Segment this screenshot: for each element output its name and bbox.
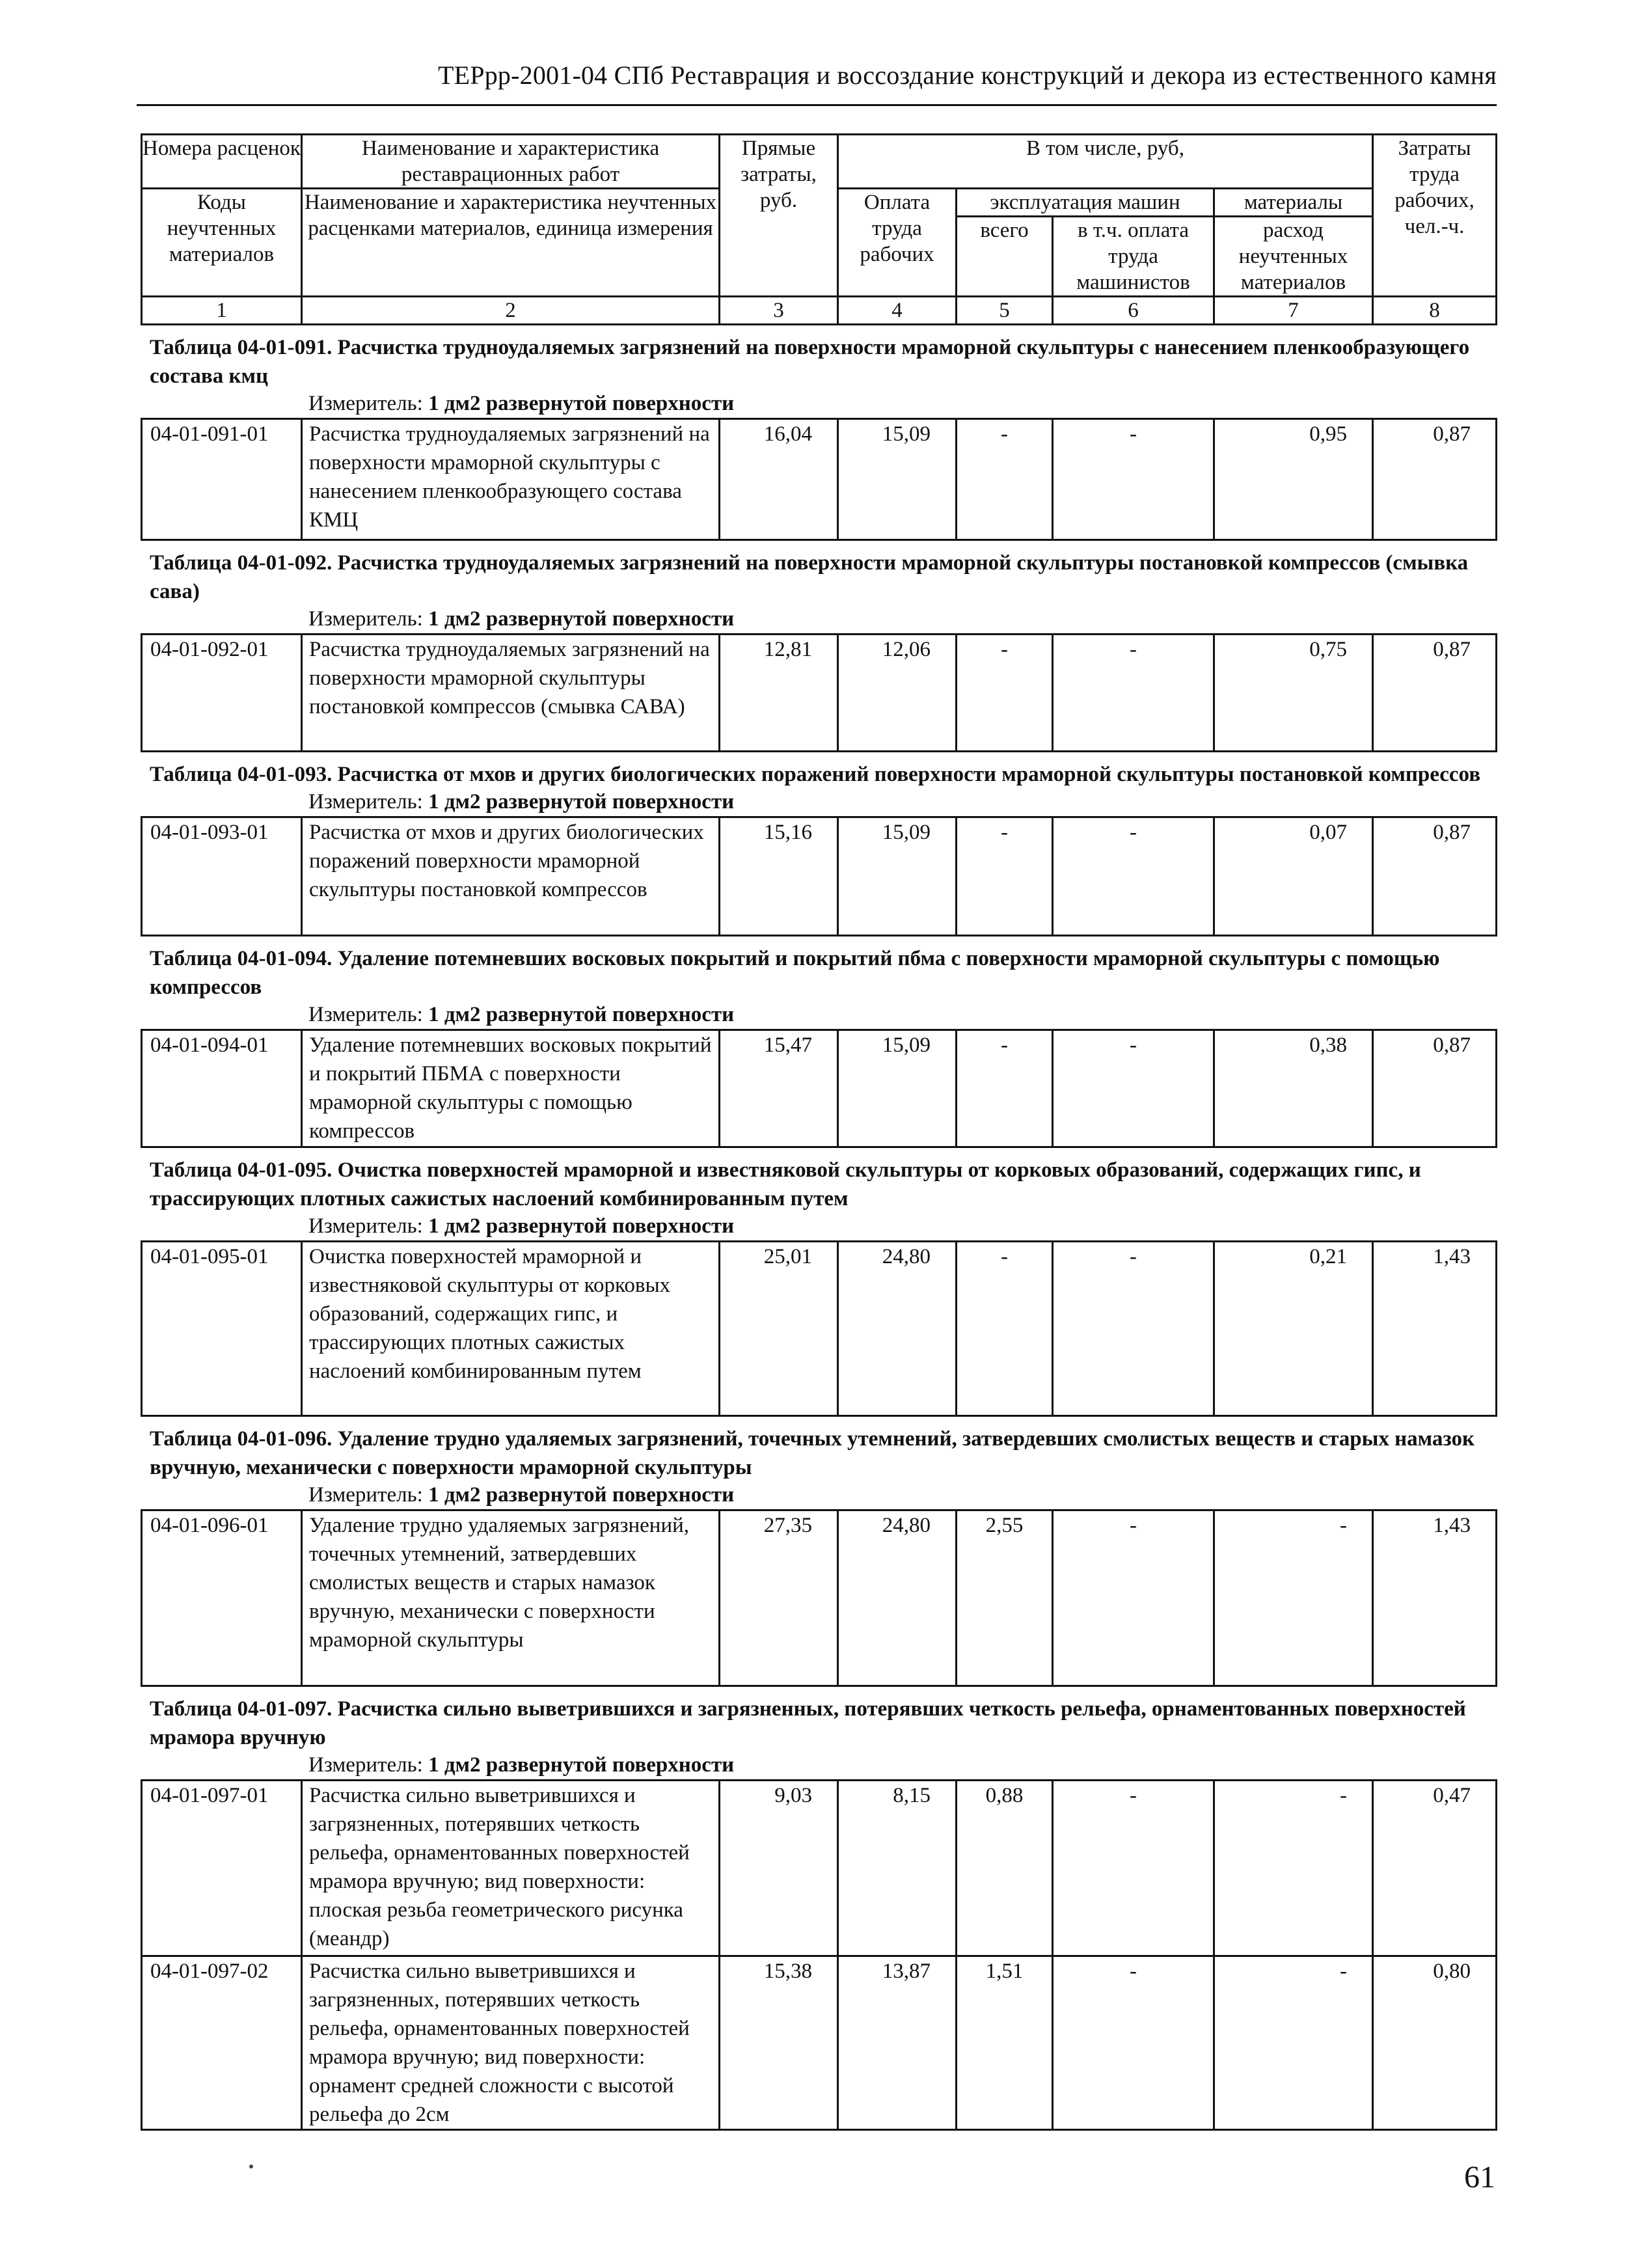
- machinist-wages-value: -: [1053, 1030, 1214, 1147]
- document-title: ТЕРрр-2001-04 СПб Реставрация и воссоздание конструкций и декора из естественного камня: [438, 61, 1497, 90]
- labor-hours-value: 0,87: [1373, 419, 1497, 540]
- materials-value: 0,75: [1214, 635, 1373, 752]
- materials-value: 0,38: [1214, 1030, 1373, 1147]
- measure-unit-value: 1 дм2 развернутой поверхности: [428, 1214, 735, 1238]
- table-caption: Таблица 04-01-094. Удаление потемневших восковых покрытий и покрытий пбма с поверхности мраморной скульптуры с помощью компрессов: [150, 947, 1440, 999]
- worker-wages-value: 15,09: [838, 1030, 957, 1147]
- measure-unit-value: 1 дм2 развернутой поверхности: [428, 607, 735, 631]
- column-number: 7: [1214, 297, 1373, 325]
- machines-total-value: -: [957, 1242, 1053, 1416]
- rate-table: [141, 1240, 1497, 1417]
- rate-table-section: [141, 325, 1495, 541]
- labor-hours-value: 0,47: [1373, 1781, 1497, 1956]
- rate-table-section: [141, 1687, 1495, 2131]
- header-direct-costs: Прямые затраты, руб.: [720, 135, 838, 297]
- rate-code: 04-01-093-01: [142, 817, 302, 936]
- work-description: Расчистка сильно выветрившихся и загрязненных, потерявших четкость рельефа, орнаментованных поверхностей мрамора вручную; вид поверхности: плоская резьба геометрического рисунка (меандр): [302, 1781, 720, 1956]
- rate-table: [141, 1029, 1497, 1148]
- measure-unit: [141, 1002, 1495, 1028]
- table-caption: Таблица 04-01-095. Очистка поверхностей мраморной и известняковой скульптуры от корковых образований, содержащих гипс, и трассирующих плотных сажистых наслоений комбинированным путем: [150, 1158, 1421, 1210]
- header-material-codes: Коды неучтенных материалов: [142, 189, 302, 297]
- table-row: [142, 419, 1497, 540]
- direct-costs-value: 9,03: [720, 1781, 838, 1956]
- rate-table-section: [141, 752, 1495, 936]
- rate-table-section: [141, 936, 1495, 1148]
- page-number: 61: [1464, 2160, 1495, 2194]
- direct-costs-value: 15,47: [720, 1030, 838, 1147]
- labor-hours-value: 0,87: [1373, 635, 1497, 752]
- direct-costs-value: 12,81: [720, 635, 838, 752]
- machinist-wages-value: -: [1053, 1781, 1214, 1956]
- measure-unit-value: 1 дм2 развернутой поверхности: [428, 392, 735, 415]
- header-unaccounted-materials: расход неучтенных материалов: [1214, 217, 1373, 297]
- rate-table: [141, 816, 1497, 936]
- materials-value: -: [1214, 1781, 1373, 1956]
- measure-unit: [141, 1752, 1495, 1778]
- direct-costs-value: 16,04: [720, 419, 838, 540]
- labor-hours-value: 1,43: [1373, 1242, 1497, 1416]
- measure-unit-value: 1 дм2 развернутой поверхности: [428, 1003, 735, 1026]
- machinist-wages-value: -: [1053, 817, 1214, 936]
- page-header: [137, 60, 1497, 106]
- rate-table-section: [141, 541, 1495, 752]
- machines-total-value: 1,51: [957, 1956, 1053, 2130]
- materials-value: 0,21: [1214, 1242, 1373, 1416]
- column-header-table: [141, 133, 1497, 325]
- measure-unit: [141, 606, 1495, 632]
- rate-code: 04-01-095-01: [142, 1242, 302, 1416]
- measure-unit-label: Измеритель:: [308, 1753, 423, 1777]
- measure-unit-value: 1 дм2 развернутой поверхности: [428, 790, 735, 813]
- column-number: 8: [1373, 297, 1497, 325]
- machinist-wages-value: -: [1053, 1956, 1214, 2130]
- work-description: Удаление трудно удаляемых загрязнений, точечных утемнений, затвердевших смолистых веществ и старых намазок вручную, механически с поверхности мраморной скульптуры: [302, 1510, 720, 1686]
- header-materials: материалы: [1214, 189, 1373, 217]
- table-row: [142, 1030, 1497, 1147]
- column-number: 1: [142, 297, 302, 325]
- materials-value: 0,95: [1214, 419, 1373, 540]
- measure-unit-label: Измеритель:: [308, 392, 423, 415]
- table-row: [142, 635, 1497, 752]
- rate-code: 04-01-094-01: [142, 1030, 302, 1147]
- measure-unit: [141, 789, 1495, 815]
- machines-total-value: -: [957, 419, 1053, 540]
- column-number: 6: [1053, 297, 1214, 325]
- measure-unit-label: Измеритель:: [308, 790, 423, 813]
- measure-unit-label: Измеритель:: [308, 1483, 423, 1507]
- rate-table-section: [141, 1148, 1495, 1417]
- worker-wages-value: 12,06: [838, 635, 957, 752]
- table-caption: Таблица 04-01-092. Расчистка трудноудаляемых загрязнений на поверхности мраморной скульптуры постановкой компрессов (смывка сава): [150, 551, 1469, 603]
- labor-hours-value: 0,87: [1373, 817, 1497, 936]
- machinist-wages-value: -: [1053, 1510, 1214, 1686]
- measure-unit: [141, 390, 1495, 417]
- header-material-names: Наименование и характеристика неучтенных расценками материалов, единица измерения: [302, 189, 720, 297]
- header-machines-total: всего: [957, 217, 1053, 297]
- direct-costs-value: 25,01: [720, 1242, 838, 1416]
- measure-unit: [141, 1213, 1495, 1239]
- machines-total-value: -: [957, 817, 1053, 936]
- measure-unit-value: 1 дм2 развернутой поверхности: [428, 1483, 735, 1507]
- measure-unit: [141, 1482, 1495, 1508]
- measure-unit-label: Измеритель:: [308, 607, 423, 631]
- direct-costs-value: 15,16: [720, 817, 838, 936]
- machines-total-value: -: [957, 635, 1053, 752]
- materials-value: -: [1214, 1510, 1373, 1686]
- labor-hours-value: 0,87: [1373, 1030, 1497, 1147]
- machines-total-value: 0,88: [957, 1781, 1053, 1956]
- header-labor-hours: Затраты труда рабочих, чел.-ч.: [1373, 135, 1497, 297]
- scan-speck: [249, 2165, 253, 2168]
- table-row: [142, 1242, 1497, 1416]
- machines-total-value: 2,55: [957, 1510, 1053, 1686]
- worker-wages-value: 15,09: [838, 419, 957, 540]
- measure-unit-label: Измеритель:: [308, 1003, 423, 1026]
- rate-code: 04-01-096-01: [142, 1510, 302, 1686]
- rate-code: 04-01-097-01: [142, 1781, 302, 1956]
- work-description: Расчистка трудноудаляемых загрязнений на поверхности мраморной скульптуры постановкой компрессов (смывка САВА): [302, 635, 720, 752]
- work-description: Очистка поверхностей мраморной и известняковой скульптуры от корковых образований, содержащих гипс, и трассирующих плотных сажистых наслоений комбинированным путем: [302, 1242, 720, 1416]
- table-caption: Таблица 04-01-096. Удаление трудно удаляемых загрязнений, точечных утемнений, затвердевших смолистых веществ и старых намазок вручную, механически с поверхности мраморной скульптуры: [150, 1427, 1475, 1479]
- rate-table: [141, 1509, 1497, 1687]
- table-caption: Таблица 04-01-093. Расчистка от мхов и других биологических поражений поверхности мраморной скульптуры постановкой компрессов: [150, 763, 1481, 786]
- table-row: [142, 1510, 1497, 1686]
- work-description: Расчистка сильно выветрившихся и загрязненных, потерявших четкость рельефа, орнаментованных поверхностей мрамора вручную; вид поверхности: орнамент средней сложности с высотой рельефа до 2см: [302, 1956, 720, 2130]
- direct-costs-value: 27,35: [720, 1510, 838, 1686]
- header-machinist-wages: в т.ч. оплата труда машинистов: [1053, 217, 1214, 297]
- materials-value: -: [1214, 1956, 1373, 2130]
- header-rate-numbers: Номера расценок: [142, 135, 302, 189]
- rate-code: 04-01-092-01: [142, 635, 302, 752]
- work-description: Удаление потемневших восковых покрытий и покрытий ПБМА с поверхности мраморной скульптуры с помощью компрессов: [302, 1030, 720, 1147]
- worker-wages-value: 8,15: [838, 1781, 957, 1956]
- labor-hours-value: 1,43: [1373, 1510, 1497, 1686]
- rate-code: 04-01-097-02: [142, 1956, 302, 2130]
- worker-wages-value: 13,87: [838, 1956, 957, 2130]
- header-work-name: Наименование и характеристика реставрационных работ: [302, 135, 720, 189]
- machinist-wages-value: -: [1053, 1242, 1214, 1416]
- measure-unit-value: 1 дм2 развернутой поверхности: [428, 1753, 735, 1777]
- header-worker-wages: Оплата труда рабочих: [838, 189, 957, 297]
- rate-tables: [141, 325, 1495, 2131]
- rate-table: [141, 1779, 1497, 2131]
- machinist-wages-value: -: [1053, 635, 1214, 752]
- column-number: 5: [957, 297, 1053, 325]
- worker-wages-value: 15,09: [838, 817, 957, 936]
- work-description: Расчистка трудноудаляемых загрязнений на поверхности мраморной скульптуры с нанесением пленкообразующего состава КМЦ: [302, 419, 720, 540]
- rate-table: [141, 418, 1497, 541]
- column-number: 2: [302, 297, 720, 325]
- header-including-group: В том числе, руб,: [838, 135, 1373, 189]
- machines-total-value: -: [957, 1030, 1053, 1147]
- measure-unit-label: Измеритель:: [308, 1214, 423, 1238]
- rate-code: 04-01-091-01: [142, 419, 302, 540]
- labor-hours-value: 0,80: [1373, 1956, 1497, 2130]
- table-caption: Таблица 04-01-091. Расчистка трудноудаляемых загрязнений на поверхности мраморной скульптуры с нанесением пленкообразующего состава кмц: [150, 336, 1470, 388]
- rate-table-section: [141, 1417, 1495, 1687]
- rates-document: [141, 133, 1495, 2131]
- header-machine-operation: эксплуатация машин: [957, 189, 1214, 217]
- table-caption: Таблица 04-01-097. Расчистка сильно выветрившихся и загрязненных, потерявших четкость рельефа, орнаментованных поверхностей мрамора вручную: [150, 1697, 1466, 1749]
- direct-costs-value: 15,38: [720, 1956, 838, 2130]
- work-description: Расчистка от мхов и других биологических поражений поверхности мраморной скульптуры постановкой компрессов: [302, 817, 720, 936]
- table-row: [142, 1781, 1497, 1956]
- rate-table: [141, 633, 1497, 752]
- column-number: 3: [720, 297, 838, 325]
- machinist-wages-value: -: [1053, 419, 1214, 540]
- table-row: [142, 1956, 1497, 2130]
- worker-wages-value: 24,80: [838, 1242, 957, 1416]
- column-number: 4: [838, 297, 957, 325]
- worker-wages-value: 24,80: [838, 1510, 957, 1686]
- table-row: [142, 817, 1497, 936]
- materials-value: 0,07: [1214, 817, 1373, 936]
